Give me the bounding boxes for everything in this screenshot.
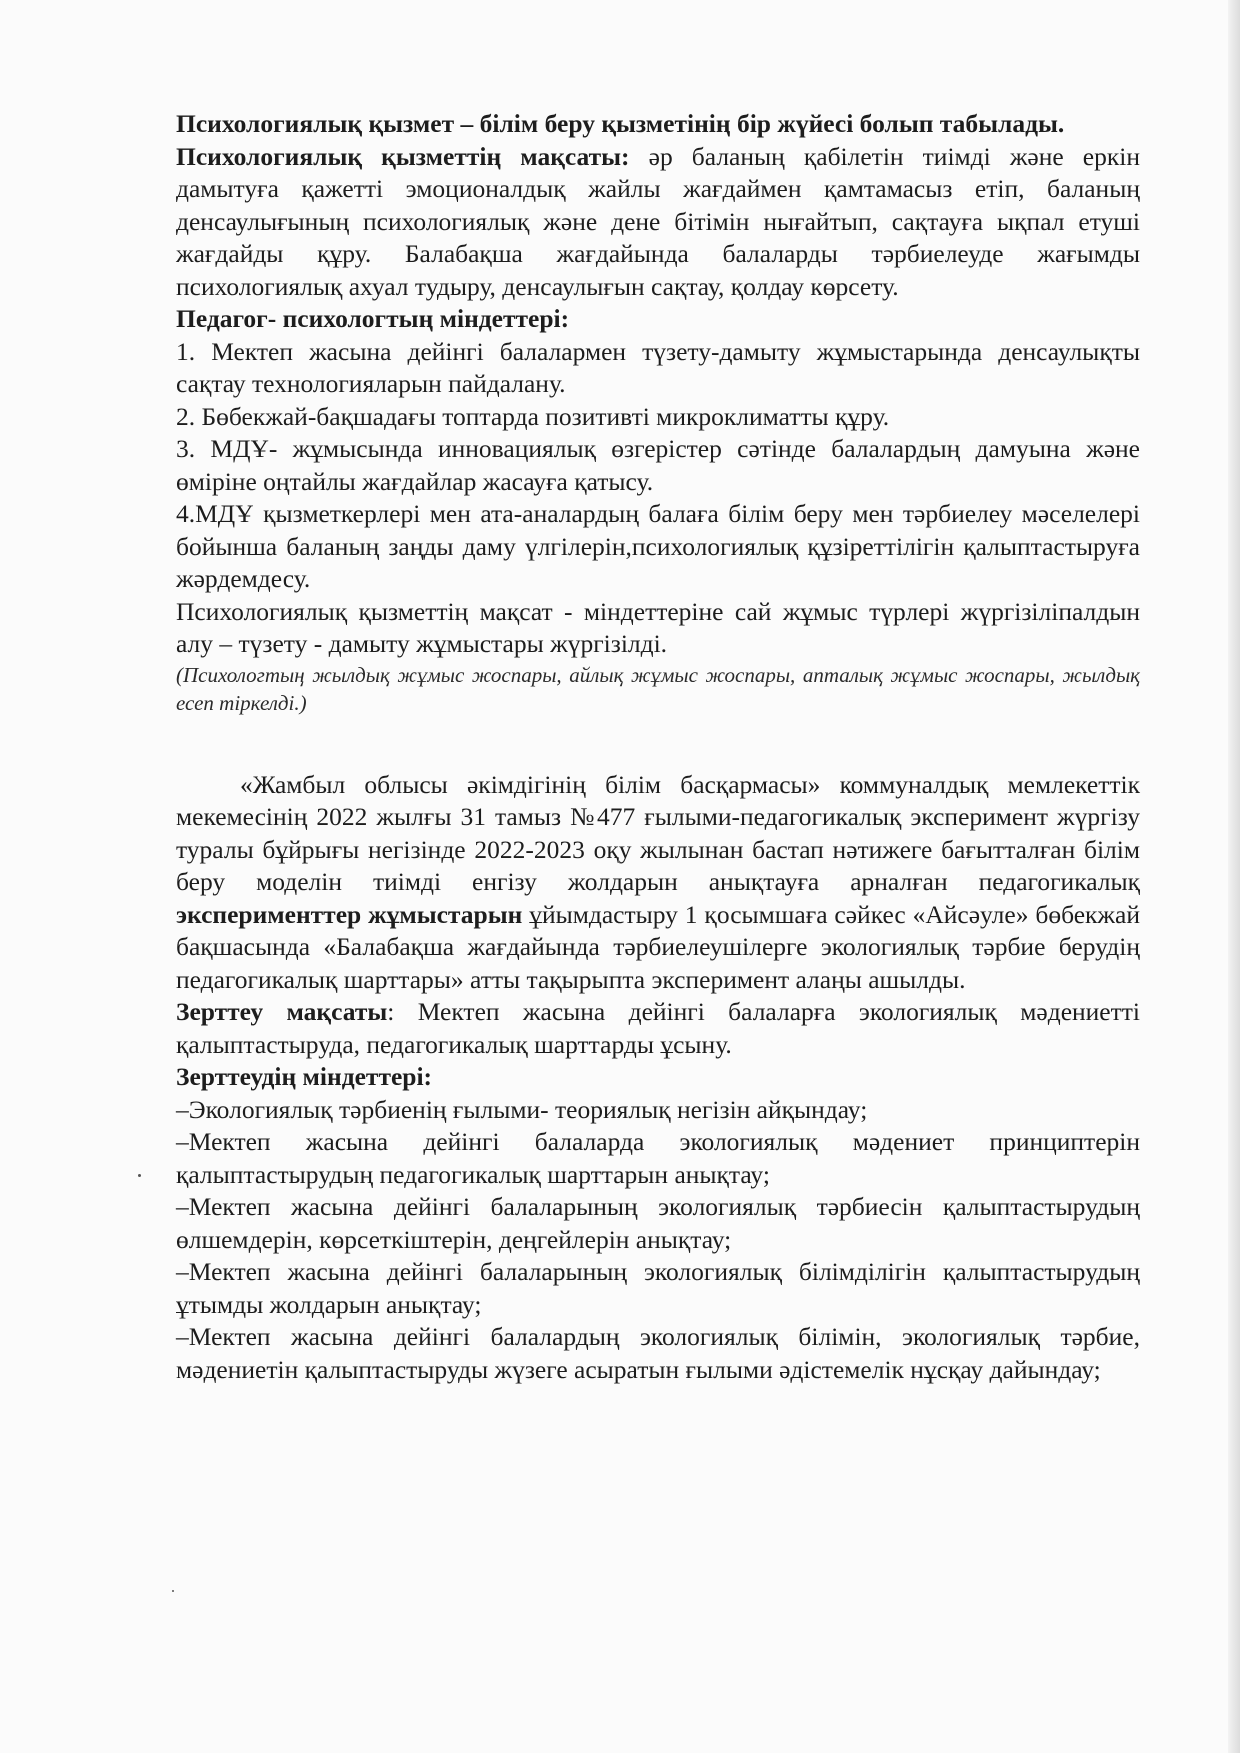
scan-speck [138,1174,141,1177]
scan-page-edge [1228,0,1240,1753]
task-item: 4.МДҰ қызметкерлері мен ата-аналардың балаға білім беру мен тәрбиелеу мәселелері бойынша баланың заңды даму үлгілерін,психологиялық құзіреттілігін қалыптастыруға жәрдемдесу. [176,499,1140,593]
research-goal-paragraph [176,996,1140,1061]
experiment-bold-phrase: эксперименттер жұмыстарын [176,899,523,929]
research-task-item: –Мектеп жасына дейінгі балаларының экологиялық білімділігін қалыптастырудың ұтымды жолдарын анықтау; [176,1257,1140,1319]
research-goal-label: Зерттеу мақсаты [176,997,388,1026]
tasks-heading: Педагог- психологтың міндеттері: [176,304,570,333]
task-item: 2. Бөбекжай-бақшадағы топтарда позитивті микроклиматты құру. [176,401,890,431]
research-task-item: –Экологиялық тәрбиенің ғылыми- теориялық негізін айқындау; [176,1094,868,1124]
goal-paragraph [176,141,1140,304]
goal-text: әр баланың қабілетін тиімді және еркін дамытуға қажетті эмоционалдық жайлы жағдаймен қамтамасыз етіп, баланың денсаулығының психологиялық және дене бітімін нығайтып, сақтауға ықпал етуші жағдайды құру. Балабақша жағдайында балаларды тәрбиелеуде жағымды психологиялық ахуал тудыру, денсаулығын сақтау, қолдау көрсету. [176,141,1140,301]
goal-label: Психологиялық қызметтің мақсаты: [176,141,630,171]
section-gap [176,717,1140,769]
research-task-item: –Мектеп жасына дейінгі балалардың экологиялық білімін, экологиялық тәрбие, мәдениетін қалыптастыруды жүзеге асыратын ғылыми әдістемелік нұсқау дайындау; [176,1322,1140,1384]
research-task-item: –Мектеп жасына дейінгі балаларының экологиялық тәрбиесін қалыптастырудың өлшемдерін, көрсеткіштерін, деңгейлерін анықтау; [176,1192,1140,1254]
task-item: 3. МДҰ- жұмысында инновациялық өзгерістер сәтінде балалардың дамуына және өміріне оңтайлы жағдайлар жасауға қатысу. [176,434,1140,496]
research-task-item: –Мектеп жасына дейінгі балаларда экологиялық мәдениет принциптерін қалыптастырудың педагогикалық шарттарын анықтау; [176,1127,1140,1189]
section-heading: Психологиялық қызмет – білім беру қызметінің бір жүйесі болып табылады. [176,109,1065,138]
research-goal-text: : Мектеп жасына дейінгі балаларға экологиялық мәдениетті қалыптастыруда, педагогикалық шарттарды ұсыну. [176,997,1140,1059]
document-body [176,108,1140,1386]
task-item: 1. Мектеп жасына дейінгі балалармен түзету-дамыту жұмыстарында денсаулықты сақтау технологияларын пайдалану. [176,336,1140,398]
research-tasks-heading: Зерттеудің міндеттері: [176,1062,433,1091]
scan-speck [172,1590,174,1592]
records-note: (Психологтың жылдық жұмыс жоспары, айлық жұмыс жоспары, апталық жұмыс жоспары, жылдық есеп тіркелді.) [176,662,1140,715]
experiment-paragraph: «Жамбыл облысы әкімдігінің білім басқармасы» коммуналдық мемлекеттік мекемесінің 2022 жылғы 31 тамыз №477 ғылыми-педагогикалық эксперимент жүргізу туралы бұйрығы негізінде 2022-2023 оқу жылынан бастап нәтижеге бағытталған білім беру моделін тиімді енгізу жолдарын анықтауға арналған педагогикалық эксперименттер жұмыстарын ұйымдастыру 1 қосымшаға сәйкес «Айсәуле» бөбекжай бақшасында «Балабақша жағдайында тәрбиелеушілерге экологиялық тәрбие берудің педагогикалық шарттары» атты тақырыпта эксперимент алаңы ашылды. [176,769,1141,994]
work-types-paragraph: Психологиялық қызметтің мақсат - міндеттеріне сай жұмыс түрлері жүргізіліпалдын алу – түзету - дамыту жұмыстары жүргізілді. [176,596,1140,658]
